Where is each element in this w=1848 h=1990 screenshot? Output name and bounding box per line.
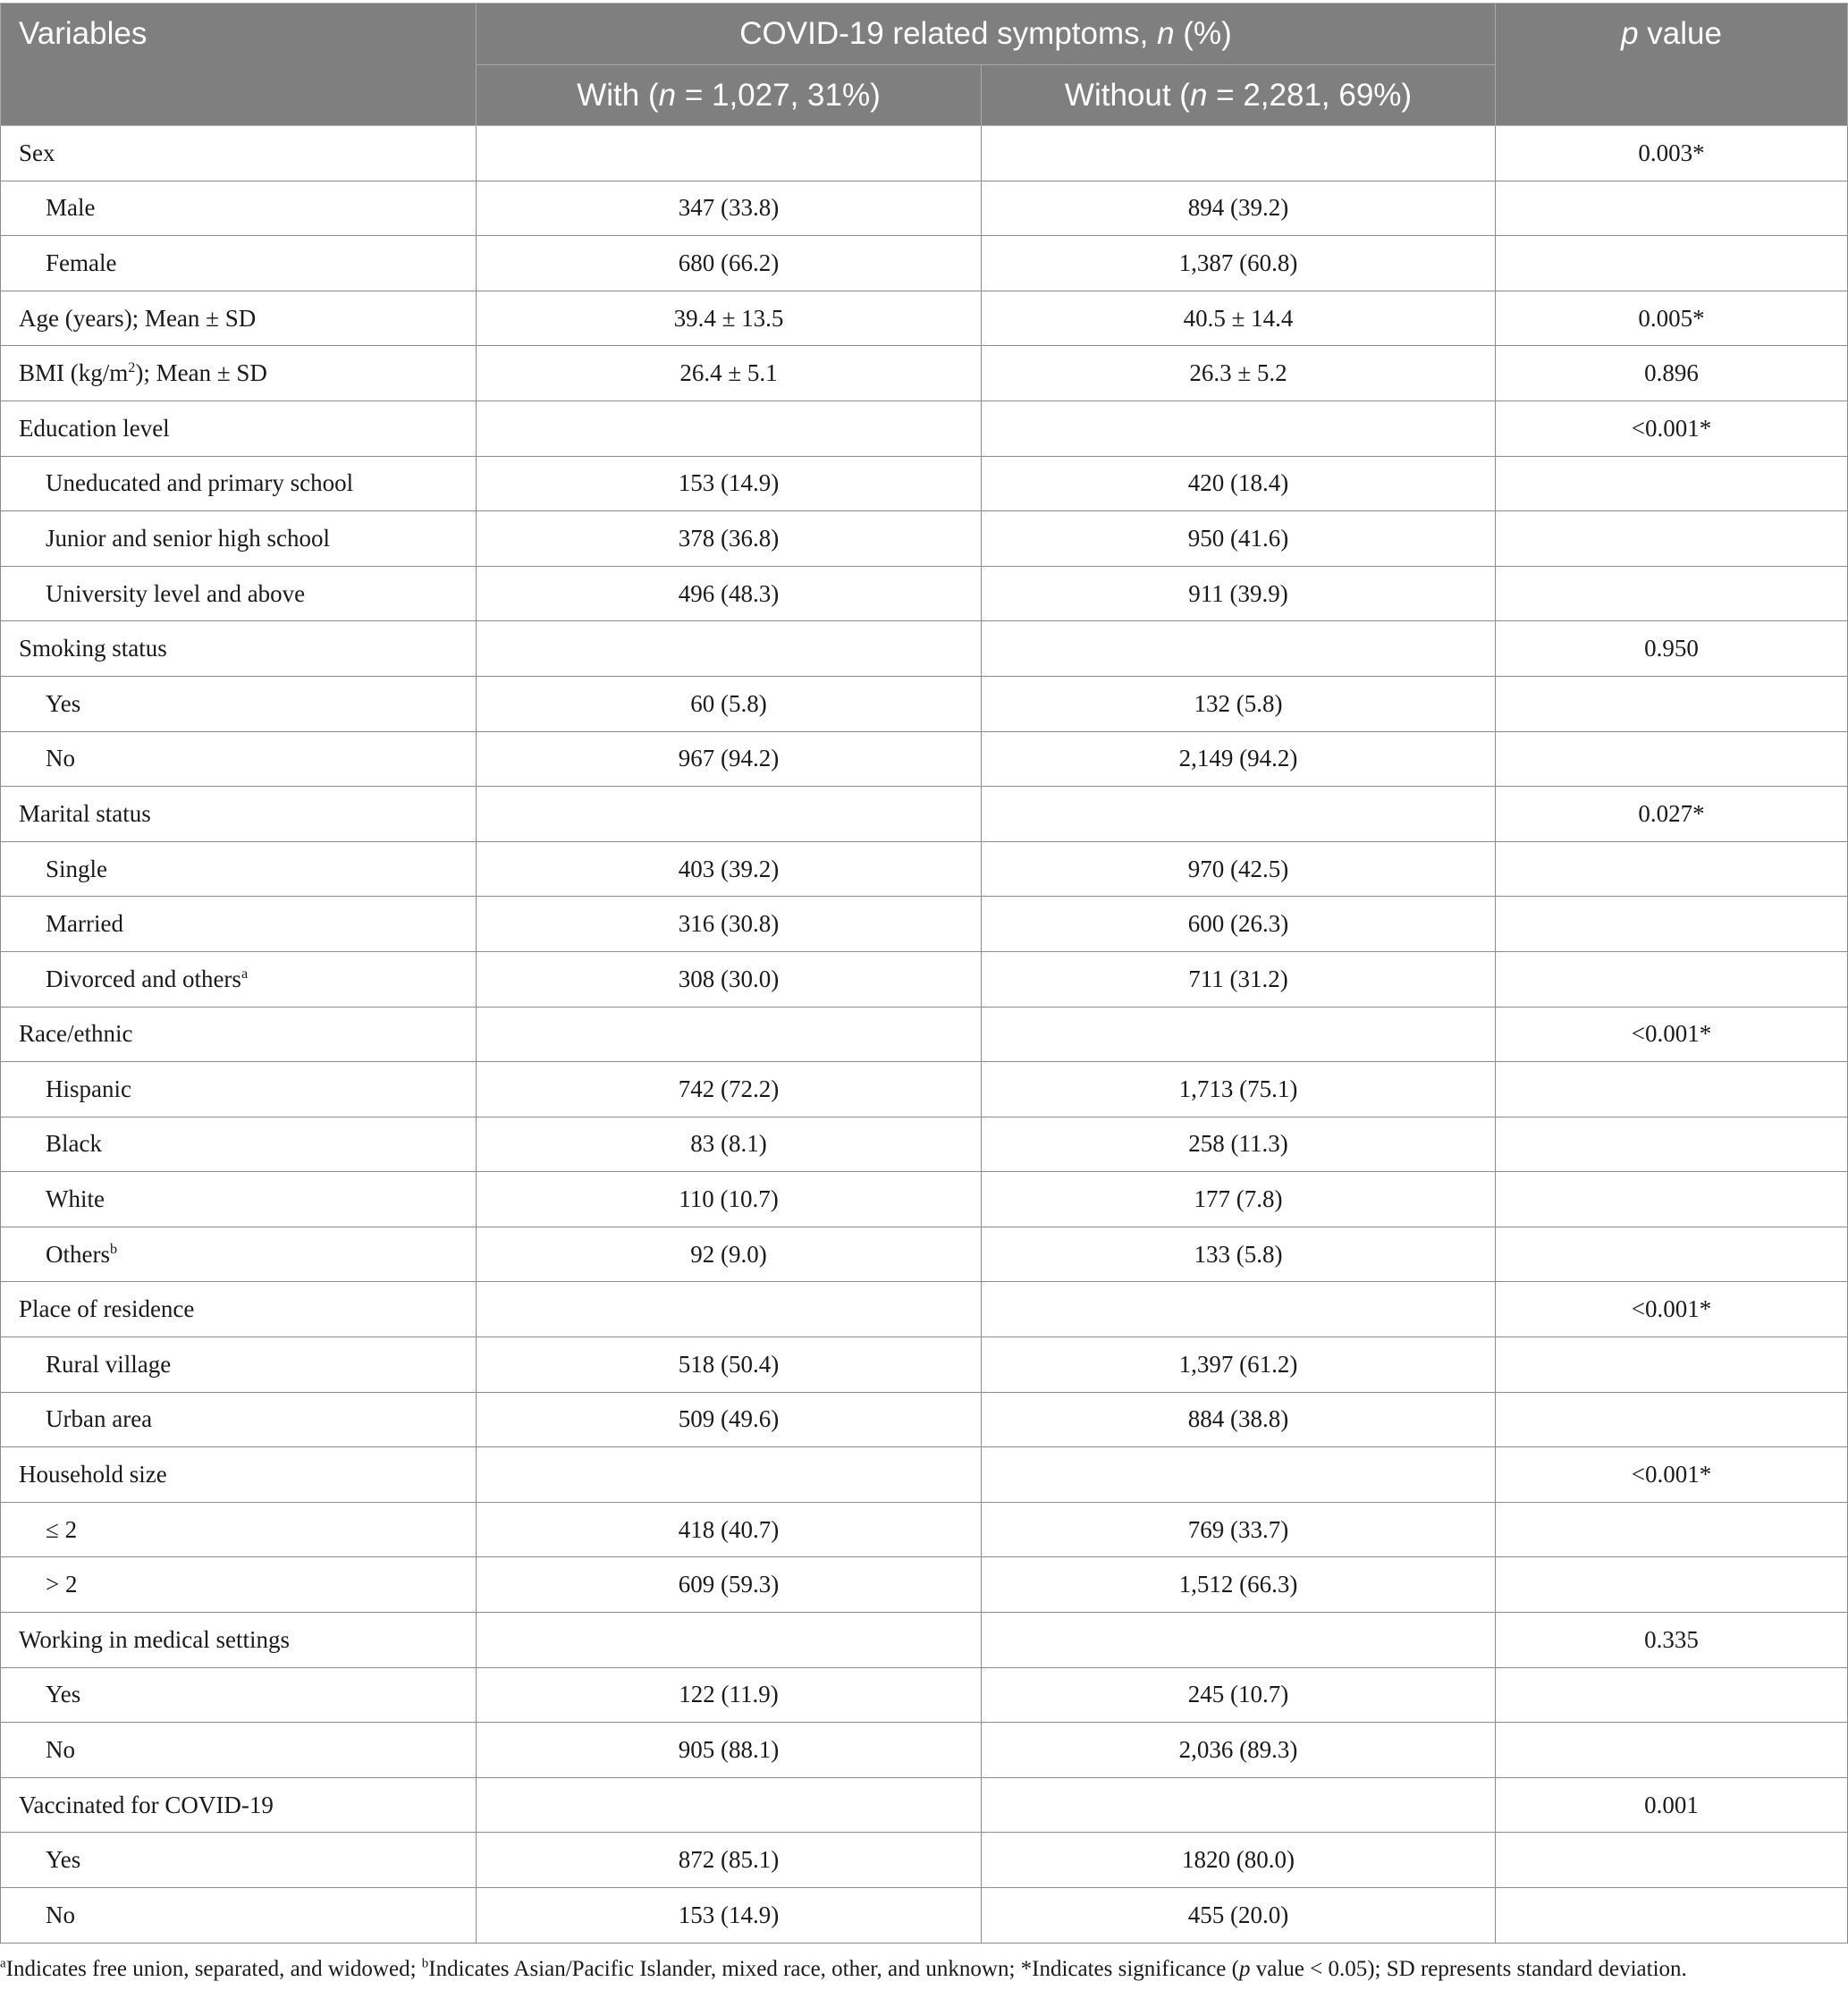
cell-without [982, 1613, 1496, 1668]
header-without-n: n [1189, 77, 1208, 113]
variable-label: Working in medical settings [19, 1625, 291, 1653]
cell-without: 2,149 (94.2) [982, 731, 1496, 787]
demographics-table [0, 3, 1848, 1944]
cell-p [1496, 841, 1848, 897]
variable-label: No [46, 1901, 75, 1928]
cell-without: 40.5 ± 14.4 [982, 291, 1496, 346]
variable-label: Rural village [46, 1350, 172, 1378]
variable-label: No [46, 745, 75, 772]
cell-p [1496, 1723, 1848, 1778]
header-p-value [1496, 4, 1848, 126]
cell-with: 418 (40.7) [477, 1502, 982, 1557]
header-with-suffix: = 1,027, 31%) [676, 77, 881, 113]
table-row [1, 1667, 1848, 1723]
cell-variable [1, 1007, 477, 1062]
cell-without: 133 (5.8) [982, 1227, 1496, 1282]
header-group-suffix: (%) [1174, 16, 1232, 51]
cell-with: 60 (5.8) [477, 676, 982, 731]
cell-p: 0.950 [1496, 621, 1848, 677]
cell-variable [1, 787, 477, 842]
cell-without [982, 1282, 1496, 1337]
cell-without: 177 (7.8) [982, 1172, 1496, 1227]
cell-with [477, 1282, 982, 1337]
cell-without: 420 (18.4) [982, 456, 1496, 511]
cell-without [982, 787, 1496, 842]
cell-p [1496, 951, 1848, 1007]
cell-without: 1,397 (61.2) [982, 1337, 1496, 1393]
header-symptoms-group [477, 4, 1496, 65]
variable-label: Single [46, 855, 108, 882]
variable-superscript: a [240, 965, 249, 982]
table-row [1, 236, 1848, 291]
cell-p [1496, 1833, 1848, 1888]
table-row [1, 676, 1848, 731]
cell-with: 403 (39.2) [477, 841, 982, 897]
table-row [1, 1337, 1848, 1393]
header-p-italic: p [1621, 16, 1639, 51]
cell-with [477, 1447, 982, 1503]
table-row [1, 897, 1848, 952]
cell-p [1496, 1117, 1848, 1172]
variable-label: Yes [46, 1846, 81, 1874]
header-variables: Variables [1, 4, 477, 126]
cell-variable [1, 1447, 477, 1503]
cell-with: 509 (49.6) [477, 1392, 982, 1447]
cell-without: 911 (39.9) [982, 566, 1496, 621]
cell-with: 518 (50.4) [477, 1337, 982, 1393]
footnote-b-text: Indicates Asian/Pacific Islander, mixed race, other, and unknown; *Indicates significance ( [428, 1957, 1239, 1981]
table-row [1, 126, 1848, 181]
table-row [1, 731, 1848, 787]
cell-with: 496 (48.3) [477, 566, 982, 621]
variable-label: Vaccinated for COVID-19 [19, 1791, 274, 1818]
variable-label: Marital status [19, 799, 151, 827]
table-row [1, 1062, 1848, 1117]
cell-variable [1, 1888, 477, 1944]
table-header [1, 4, 1848, 126]
table-footnote [0, 1957, 1848, 1982]
variable-label: Married [46, 910, 123, 938]
cell-variable [1, 126, 477, 181]
table-row [1, 841, 1848, 897]
cell-without [982, 1447, 1496, 1503]
table-row [1, 456, 1848, 511]
cell-with: 39.4 ± 13.5 [477, 291, 982, 346]
header-without [982, 65, 1496, 126]
cell-without: 970 (42.5) [982, 841, 1496, 897]
cell-p [1496, 1557, 1848, 1613]
cell-without: 132 (5.8) [982, 676, 1496, 731]
cell-without: 1,387 (60.8) [982, 236, 1496, 291]
variable-label: Male [46, 194, 96, 222]
header-p-suffix: value [1638, 16, 1722, 51]
table-row [1, 1613, 1848, 1668]
table-body [1, 126, 1848, 1944]
cell-with [477, 1613, 982, 1668]
table-row [1, 566, 1848, 621]
cell-without [982, 126, 1496, 181]
cell-without: 769 (33.7) [982, 1502, 1496, 1557]
cell-p [1496, 1502, 1848, 1557]
cell-without [982, 621, 1496, 677]
cell-variable [1, 456, 477, 511]
variable-label: Race/ethnic [19, 1020, 133, 1048]
variable-superscript: 2 [128, 359, 136, 376]
cell-with: 308 (30.0) [477, 951, 982, 1007]
cell-p [1496, 1667, 1848, 1723]
table-row [1, 1447, 1848, 1503]
cell-with [477, 621, 982, 677]
cell-variable [1, 1282, 477, 1337]
variable-label: Divorced and others [46, 965, 241, 992]
cell-variable [1, 951, 477, 1007]
cell-without: 245 (10.7) [982, 1667, 1496, 1723]
cell-variable [1, 1557, 477, 1613]
cell-p: <0.001* [1496, 401, 1848, 456]
cell-without: 258 (11.3) [982, 1117, 1496, 1172]
table-row [1, 291, 1848, 346]
variable-label: Others [46, 1240, 110, 1268]
variable-label: ≤ 2 [46, 1515, 78, 1543]
cell-with: 92 (9.0) [477, 1227, 982, 1282]
cell-variable [1, 1723, 477, 1778]
cell-variable [1, 897, 477, 952]
cell-without: 600 (26.3) [982, 897, 1496, 952]
header-without-prefix: Without ( [1064, 77, 1190, 113]
cell-variable [1, 346, 477, 401]
table-row [1, 1833, 1848, 1888]
cell-with: 122 (11.9) [477, 1667, 982, 1723]
variable-label: Urban area [46, 1405, 153, 1433]
cell-without: 1,713 (75.1) [982, 1062, 1496, 1117]
cell-with: 905 (88.1) [477, 1723, 982, 1778]
cell-with [477, 787, 982, 842]
cell-with: 347 (33.8) [477, 181, 982, 236]
table-row [1, 951, 1848, 1007]
variable-label: BMI (kg/m [19, 359, 129, 387]
header-with-prefix: With ( [577, 77, 659, 113]
cell-p: 0.027* [1496, 787, 1848, 842]
variable-label-after: ); Mean ± SD [135, 359, 267, 387]
header-without-suffix: = 2,281, 69%) [1207, 77, 1413, 113]
table-row [1, 1557, 1848, 1613]
variable-label: Junior and senior high school [46, 524, 330, 552]
header-with [477, 65, 982, 126]
table-row [1, 1282, 1848, 1337]
cell-variable [1, 1502, 477, 1557]
table-row [1, 511, 1848, 567]
cell-variable [1, 621, 477, 677]
cell-p [1496, 566, 1848, 621]
cell-without: 711 (31.2) [982, 951, 1496, 1007]
cell-variable [1, 511, 477, 567]
cell-without: 950 (41.6) [982, 511, 1496, 567]
cell-p [1496, 1392, 1848, 1447]
footnote-mark-b: b [421, 1956, 429, 1971]
cell-p: 0.001 [1496, 1777, 1848, 1833]
variable-label: Education level [19, 414, 170, 442]
cell-p: 0.003* [1496, 126, 1848, 181]
cell-with: 110 (10.7) [477, 1172, 982, 1227]
footnote-mark-a: a [0, 1956, 6, 1971]
cell-with: 378 (36.8) [477, 511, 982, 567]
cell-p [1496, 1337, 1848, 1393]
cell-without: 2,036 (89.3) [982, 1723, 1496, 1778]
variable-label: No [46, 1736, 75, 1764]
cell-p [1496, 456, 1848, 511]
table-row [1, 1777, 1848, 1833]
table-row [1, 1172, 1848, 1227]
variable-label: Hispanic [46, 1075, 131, 1102]
cell-p [1496, 236, 1848, 291]
variable-label: Age (years); Mean ± SD [19, 304, 257, 332]
cell-with: 83 (8.1) [477, 1117, 982, 1172]
cell-variable [1, 291, 477, 346]
variable-label: > 2 [46, 1571, 78, 1598]
cell-with: 742 (72.2) [477, 1062, 982, 1117]
cell-without [982, 1777, 1496, 1833]
cell-p [1496, 897, 1848, 952]
table-row [1, 621, 1848, 677]
cell-variable [1, 566, 477, 621]
cell-with: 153 (14.9) [477, 456, 982, 511]
variable-label: Smoking status [19, 635, 167, 662]
cell-with [477, 1777, 982, 1833]
table-row [1, 401, 1848, 456]
variable-label: Yes [46, 1681, 81, 1708]
cell-with: 872 (85.1) [477, 1833, 982, 1888]
cell-without: 884 (38.8) [982, 1392, 1496, 1447]
cell-p: 0.896 [1496, 346, 1848, 401]
cell-with [477, 401, 982, 456]
cell-with: 26.4 ± 5.1 [477, 346, 982, 401]
cell-variable [1, 676, 477, 731]
cell-p [1496, 1888, 1848, 1944]
table-row [1, 787, 1848, 842]
variable-label: Place of residence [19, 1295, 195, 1323]
cell-variable [1, 1227, 477, 1282]
cell-variable [1, 236, 477, 291]
footnote-rest: value < 0.05); SD represents standard deviation. [1250, 1957, 1687, 1981]
cell-with: 153 (14.9) [477, 1888, 982, 1944]
cell-with: 967 (94.2) [477, 731, 982, 787]
table-row [1, 1007, 1848, 1062]
cell-with: 609 (59.3) [477, 1557, 982, 1613]
cell-p: <0.001* [1496, 1447, 1848, 1503]
cell-p [1496, 511, 1848, 567]
cell-with: 680 (66.2) [477, 236, 982, 291]
variable-label: Household size [19, 1461, 167, 1488]
cell-with: 316 (30.8) [477, 897, 982, 952]
variable-label: University level and above [46, 579, 306, 607]
cell-without: 455 (20.0) [982, 1888, 1496, 1944]
cell-p [1496, 676, 1848, 731]
variable-label: Uneducated and primary school [46, 469, 354, 497]
cell-variable [1, 181, 477, 236]
cell-with [477, 1007, 982, 1062]
cell-p [1496, 1062, 1848, 1117]
variable-label: Black [46, 1130, 102, 1158]
cell-p [1496, 181, 1848, 236]
cell-without [982, 1007, 1496, 1062]
table-row [1, 1392, 1848, 1447]
footnote-a-text: Indicates free union, separated, and widowed; [5, 1957, 422, 1981]
table-row [1, 1888, 1848, 1944]
cell-variable [1, 1062, 477, 1117]
cell-p: 0.005* [1496, 291, 1848, 346]
table-row [1, 181, 1848, 236]
variable-label: Yes [46, 689, 81, 717]
cell-variable [1, 1667, 477, 1723]
variable-label: White [46, 1185, 105, 1213]
cell-p [1496, 1227, 1848, 1282]
header-with-n: n [658, 77, 677, 113]
cell-p [1496, 731, 1848, 787]
cell-variable [1, 1613, 477, 1668]
cell-variable [1, 841, 477, 897]
cell-variable [1, 1777, 477, 1833]
footnote-p-italic: p [1238, 1957, 1251, 1981]
variable-label: Female [46, 249, 117, 276]
cell-p: <0.001* [1496, 1282, 1848, 1337]
cell-p: <0.001* [1496, 1007, 1848, 1062]
cell-p: 0.335 [1496, 1613, 1848, 1668]
variable-superscript: b [109, 1240, 118, 1257]
cell-p [1496, 1172, 1848, 1227]
table-row [1, 346, 1848, 401]
header-group-n: n [1157, 16, 1175, 51]
cell-without [982, 401, 1496, 456]
cell-variable [1, 1172, 477, 1227]
header-group-prefix: COVID-19 related symptoms, [739, 16, 1158, 51]
cell-variable [1, 731, 477, 787]
cell-without: 894 (39.2) [982, 181, 1496, 236]
cell-without: 1,512 (66.3) [982, 1557, 1496, 1613]
table-row [1, 1117, 1848, 1172]
cell-variable [1, 1392, 477, 1447]
table-row [1, 1723, 1848, 1778]
cell-variable [1, 1833, 477, 1888]
table-row [1, 1502, 1848, 1557]
variable-label: Sex [19, 139, 55, 166]
cell-variable [1, 401, 477, 456]
cell-without: 26.3 ± 5.2 [982, 346, 1496, 401]
cell-with [477, 126, 982, 181]
cell-variable [1, 1117, 477, 1172]
table-row [1, 1227, 1848, 1282]
cell-without: 1820 (80.0) [982, 1833, 1496, 1888]
cell-variable [1, 1337, 477, 1393]
